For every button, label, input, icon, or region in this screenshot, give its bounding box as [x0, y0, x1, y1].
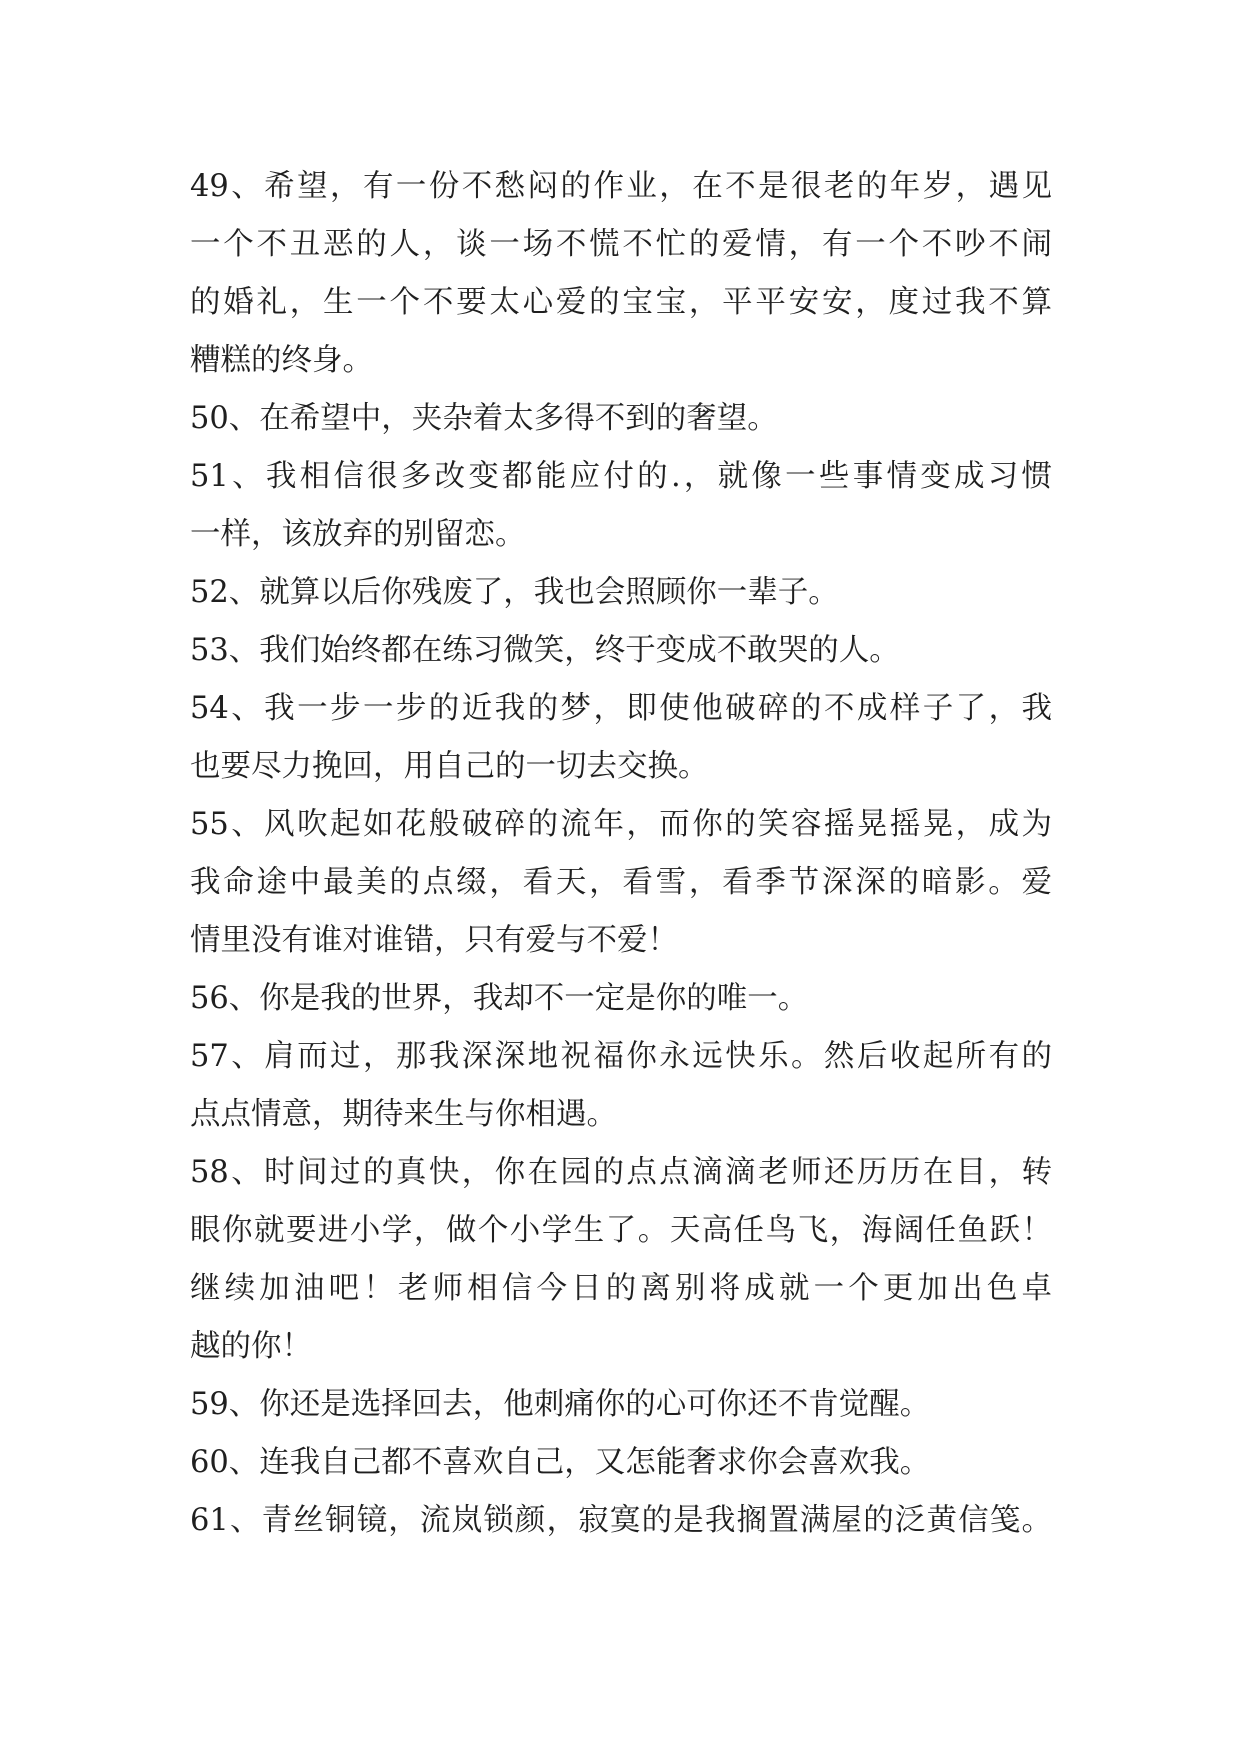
- document-body: [190, 158, 1052, 1550]
- text-line: 60、连我自己都不喜欢自己，又怎能奢求你会喜欢我。: [190, 1445, 931, 1480]
- text-line: 点点情意，期待来生与你相遇。: [190, 1097, 617, 1132]
- text-line: 一个不丑恶的人，谈一场不慌不忙的爱情，有一个不吵不闹: [190, 227, 1052, 262]
- text-line: 眼你就要进小学，做个小学生了。天高任鸟飞，海阔任鱼跃！: [190, 1213, 1052, 1248]
- text-line: 51、我相信很多改变都能应付的.，就像一些事情变成习惯: [190, 459, 1052, 494]
- text-line: 53、我们始终都在练习微笑，终于变成不敢哭的人。: [190, 633, 900, 668]
- text-line: 57、肩而过，那我深深地祝福你永远快乐。然后收起所有的: [190, 1039, 1052, 1074]
- text-line: 越的你！: [190, 1329, 312, 1364]
- text-line: 52、就算以后你残废了，我也会照顾你一辈子。: [190, 575, 839, 610]
- text-line: 的婚礼，生一个不要太心爱的宝宝，平平安安，度过我不算: [190, 285, 1052, 320]
- text-line: 54、我一步一步的近我的梦，即使他破碎的不成样子了，我: [190, 691, 1052, 726]
- text-line: 58、时间过的真快，你在园的点点滴滴老师还历历在目，转: [190, 1155, 1052, 1190]
- text-line: 我命途中最美的点缀，看天，看雪，看季节深深的暗影。爱: [190, 865, 1052, 900]
- text-line: 55、风吹起如花般破碎的流年，而你的笑容摇晃摇晃，成为: [190, 807, 1052, 842]
- text-line: 情里没有谁对谁错，只有爱与不爱！: [190, 923, 678, 958]
- text-line: 61、青丝铜镜，流岚锁颜，寂寞的是我搁置满屋的泛黄信笺。: [190, 1503, 1052, 1538]
- text-line: 糟糕的终身。: [190, 343, 373, 378]
- text-line: 一样，该放弃的别留恋。: [190, 517, 526, 552]
- text-line: 49、希望，有一份不愁闷的作业，在不是很老的年岁，遇见: [190, 169, 1052, 204]
- text-line: 56、你是我的世界，我却不一定是你的唯一。: [190, 981, 809, 1016]
- text-line: 继续加油吧！老师相信今日的离别将成就一个更加出色卓: [190, 1271, 1052, 1306]
- text-line: 59、你还是选择回去，他刺痛你的心可你还不肯觉醒。: [190, 1387, 931, 1422]
- text-line: 也要尽力挽回，用自己的一切去交换。: [190, 749, 709, 784]
- text-line: 50、在希望中，夹杂着太多得不到的奢望。: [190, 401, 778, 436]
